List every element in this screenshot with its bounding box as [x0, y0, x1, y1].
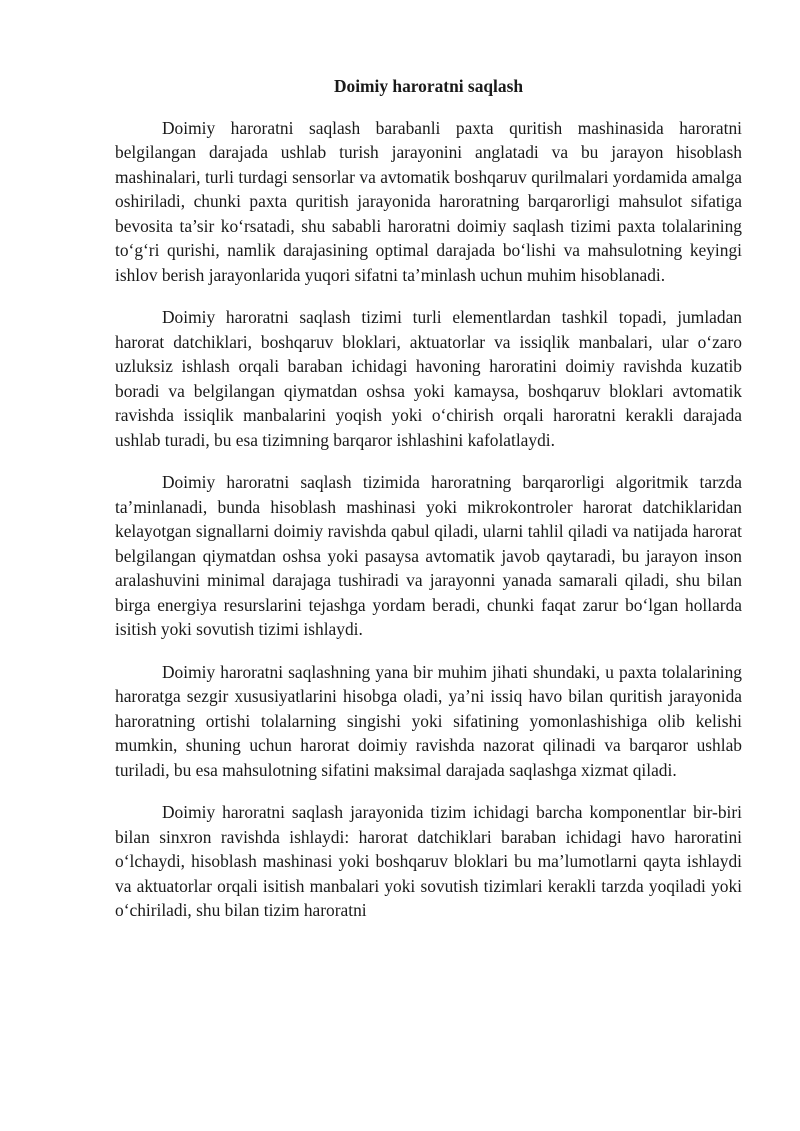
- paragraph-2: Doimiy haroratni saqlash tizimi turli elementlardan tashkil topadi, jumladan harorat datchiklari, boshqaruv bloklari, aktuatorlar va issiqlik manbalari, ular o‘zaro uzluksiz ishlash orqali baraban ichidagi havoning haroratini doimiy ravishda kuzatib boradi va belgilangan qiymatdan oshsa yoki kamaysa, boshqaruv bloklari avtomatik ravishda issiqlik manbalarini yoqish yoki o‘chirish orqali haroratni kerakli darajada ushlab turadi, bu esa tizimning barqaror ishlashini kafolatlaydi.: [115, 307, 742, 450]
- paragraph-1: Doimiy haroratni saqlash barabanli paxta quritish mashinasida haroratni belgilangan darajada ushlab turish jarayonini anglatadi va bu jarayon hisoblash mashinalari, turli turdagi sensorlar va avtomatik boshqaruv qurilmalari yordamida amalga oshiriladi, chunki paxta quritish jarayonida haroratning barqarorligi mahsulot sifatiga bevosita ta’sir ko‘rsatadi, shu sababli haroratni doimiy saqlash tizimi paxta tolalarining to‘g‘ri qurishi, namlik darajasining optimal darajada bo‘lishi va mahsulotning keyingi ishlov berish jarayonlarida yuqori sifatni ta’minlash uchun muhim hisoblanadi.: [115, 117, 742, 285]
- paragraph-3: Doimiy haroratni saqlash tizimida haroratning barqarorligi algoritmik tarzda ta’minlanadi, bunda hisoblash mashinasi yoki mikrokontroler harorat datchiklaridan kelayotgan signallarni doimiy ravishda qabul qiladi, ularni tahlil qiladi va natijada harorat belgilangan qiymatdan oshsa yoki pasaysa avtomatik javob qaytaradi, bu jarayon inson aralashuvini minimal darajaga tushiradi va jarayonni yanada samarali qiladi, shu bilan birga energiya resurslarini tejashga yordam beradi, chunki faqat zarur bo‘lgan hollarda isitish yoki sovutish tizimi ishlaydi.: [115, 472, 742, 639]
- paragraph-5: Doimiy haroratni saqlash jarayonida tizim ichidagi barcha komponentlar bir-biri bilan sinxron ravishda ishlaydi: harorat datchiklari baraban ichidagi havo haroratini o‘lchaydi, hisoblash mashinasi yoki boshqaruv bloklari bu ma’lumotlarni qayta ishlaydi va aktuatorlar orqali isitish manbalari yoki sovutish tizimlari kerakli tarzda yoqiladi yoki o‘chiriladi, shu bilan tizim haroratni: [115, 802, 742, 920]
- document-title: Doimiy haroratni saqlash: [333, 76, 524, 96]
- paragraph-4: Doimiy haroratni saqlashning yana bir muhim jihati shundaki, u paxta tolalarining haroratga sezgir xususiyatlarini hisobga oladi, ya’ni issiq havo bilan quritish jarayonida haroratning ortishi tolalarning singishi yoki sifatining yomonlashishiga olib kelishi mumkin, shuning uchun harorat doimiy ravishda nazorat qilinadi va barqaror ushlab turiladi, bu esa mahsulotning sifatini maksimal darajada saqlashga xizmat qiladi.: [115, 661, 742, 780]
- document-body: [115, 74, 742, 941]
